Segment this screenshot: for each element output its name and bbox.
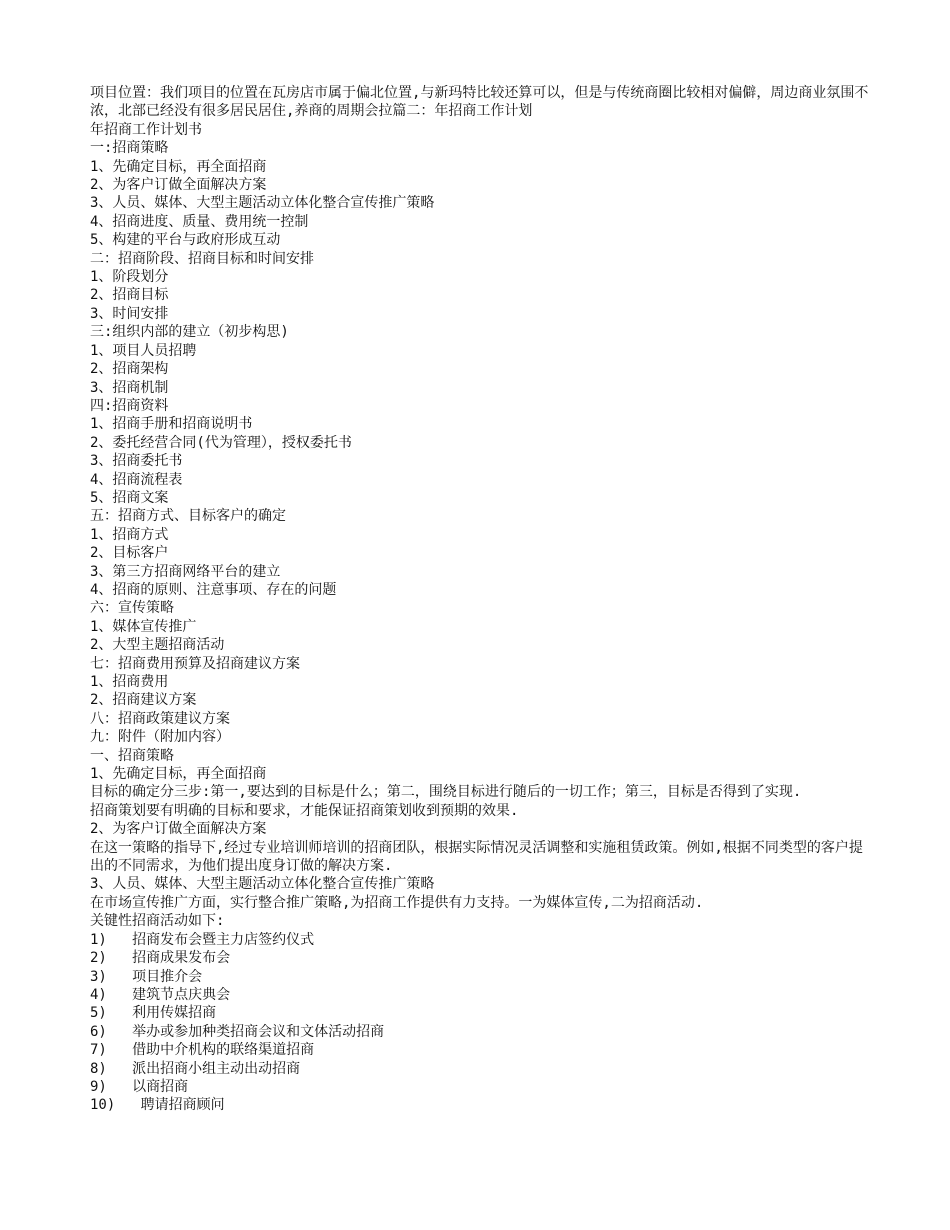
text-line: 5、构建的平台与政府形成互动 <box>90 232 281 249</box>
text-line: 1、招商手册和招商说明书 <box>90 416 253 433</box>
text-line: 2、招商架构 <box>90 361 169 378</box>
text-line: 一:招商策略 <box>90 140 169 157</box>
text-line: 1、招商方式 <box>90 526 169 543</box>
text-line: 四:招商资料 <box>90 397 169 414</box>
text-line: 1、先确定目标，再全面招商 <box>90 766 267 783</box>
text-line: 1、项目人员招聘 <box>90 342 197 359</box>
text-line: 4、招商进度、质量、费用统一控制 <box>90 213 309 230</box>
text-line: 三:组织内部的建立（初步构思) <box>90 324 289 341</box>
text-line: 目标的确定分三步:第一,要达到的目标是什么；第二，围绕目标进行随后的一切工作；第三，目标是否得到了实现. <box>90 784 802 801</box>
text-line: 8) 派出招商小组主动出动招商 <box>90 1060 301 1077</box>
text-line: 1、媒体宣传推广 <box>90 618 197 635</box>
text-line: 五：招商方式、目标客户的确定 <box>90 508 286 525</box>
text-line: 2、招商目标 <box>90 287 169 304</box>
text-line: 4) 建筑节点庆典会 <box>90 986 231 1003</box>
text-line: 2、为客户订做全面解决方案 <box>90 177 267 194</box>
text-line: 3、人员、媒体、大型主题活动立体化整合宣传推广策略 <box>90 876 435 893</box>
text-line: 招商策划要有明确的目标和要求，才能保证招商策划收到预期的效果. <box>90 802 519 819</box>
text-line: 年招商工作计划书 <box>90 121 202 138</box>
text-line: 一、招商策略 <box>90 747 174 764</box>
text-line: 3) 项目推介会 <box>90 968 203 985</box>
text-line: 在市场宣传推广方面，实行整合推广策略,为招商工作提供有力支持。一为媒体宣传,二为招商活动. <box>90 894 704 911</box>
text-line: 2) 招商成果发布会 <box>90 950 231 967</box>
text-line: 10) 聘请招商顾问 <box>90 1097 225 1114</box>
text-line: 9) 以商招商 <box>90 1078 189 1095</box>
text-line: 2、为客户订做全面解决方案 <box>90 821 267 838</box>
text-line: 项目位置：我们项目的位置在瓦房店市属于偏北位置,与新玛特比较还算可以，但是与传统商圈比较相对偏僻，周边商业氛围不浓，北部已经没有很多居民居住,养商的周期会拉篇二：年招商工作计划 <box>90 85 869 120</box>
text-line: 八：招商政策建议方案 <box>90 710 230 727</box>
text-line: 二：招商阶段、招商目标和时间安排 <box>90 250 314 267</box>
text-line: 3、招商委托书 <box>90 453 183 470</box>
text-line: 七：招商费用预算及招商建议方案 <box>90 655 300 672</box>
text-line: 1、招商费用 <box>90 674 169 690</box>
text-line: 2、大型主题招商活动 <box>90 637 225 654</box>
text-line: 六：宣传策略 <box>90 600 174 617</box>
text-line: 3、时间安排 <box>90 305 169 322</box>
text-line: 3、第三方招商网络平台的建立 <box>90 563 281 580</box>
text-line: 2、目标客户 <box>90 545 169 562</box>
text-line: 2、委托经营合同(代为管理），授权委托书 <box>90 434 352 451</box>
text-line: 4、招商流程表 <box>90 471 183 488</box>
text-line: 1、阶段划分 <box>90 269 169 286</box>
text-line: 6) 举办或参加种类招商会议和文体活动招商 <box>90 1023 385 1040</box>
text-line: 在这一策略的指导下,经过专业培训师培训的招商团队，根据实际情况灵活调整和实施租赁政策。例如,根据不同类型的客户提出的不同需求，为他们提出度身订做的解决方案. <box>90 839 863 875</box>
text-line: 7) 借助中介机构的联络渠道招商 <box>90 1042 315 1059</box>
text-line: 3、人员、媒体、大型主题活动立体化整合宣传推广策略 <box>90 195 435 212</box>
text-line: 5、招商文案 <box>90 489 169 506</box>
text-line: 5) 利用传媒招商 <box>90 1005 217 1022</box>
text-line: 1) 招商发布会暨主力店签约仪式 <box>90 931 315 948</box>
document-body <box>90 84 870 1115</box>
text-line: 关键性招商活动如下: <box>90 913 225 930</box>
text-line: 3、招商机制 <box>90 379 169 396</box>
text-line: 2、招商建议方案 <box>90 692 197 709</box>
text-line: 九：附件（附加内容） <box>90 729 230 746</box>
text-line: 1、先确定目标，再全面招商 <box>90 158 267 175</box>
text-line: 4、招商的原则、注意事项、存在的问题 <box>90 581 337 598</box>
